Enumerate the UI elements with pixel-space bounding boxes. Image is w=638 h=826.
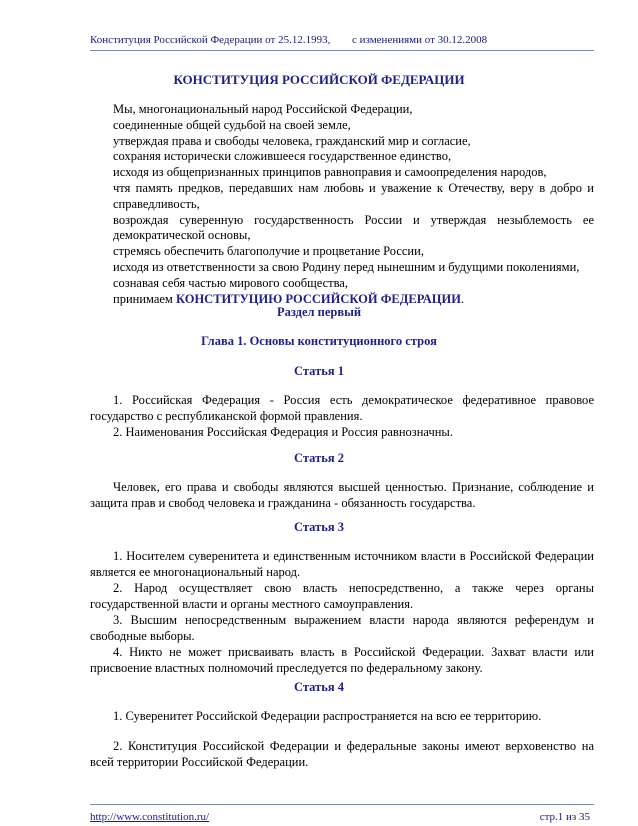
page-footer (90, 804, 594, 823)
section-heading: Раздел первый (276, 305, 362, 319)
page-number: стр.1 из 35 (539, 811, 590, 823)
preamble-line: исходя из общепризнанных принципов равноправия и самоопределения народов, (113, 165, 547, 180)
preamble (113, 102, 594, 307)
article-heading: Статья 4 (294, 680, 344, 694)
source-link[interactable]: http://www.constitution.ru/ (90, 811, 210, 823)
preamble-line: утверждая права и свободы человека, гражданский мир и согласие, (113, 133, 471, 148)
preamble-line: чтя память предков, передавших нам любовь и уважение к Отечеству, веру в добро и справедливость, (113, 180, 594, 211)
article-heading: Статья 3 (294, 520, 344, 534)
header-left: Конституция Российской Федерации от 25.12.1993, (90, 34, 331, 46)
preamble-line: исходя из ответственности за свою Родину перед нынешним и будущими поколениями, (113, 259, 580, 274)
preamble-line: соединенные общей судьбой на своей земле, (113, 117, 351, 132)
article-paragraph: 1. Суверенитет Российской Федерации распространяется на всю ее территорию. (113, 709, 542, 723)
preamble-line: сознавая себя частью мирового сообщества, (113, 275, 348, 290)
article-paragraph: Человек, его права и свободы являются высшей ценностью. Признание, соблюдение и защита прав и свобод человека и гражданина - обязанность государства. (90, 480, 594, 510)
accept-end: . (460, 291, 465, 306)
article-paragraph: 3. Высшим непосредственным выражением власти народа являются референдум и свободные выборы. (90, 613, 594, 643)
preamble-line: Мы, многонациональный народ Российской Федерации, (113, 102, 413, 116)
article-paragraph: 2. Народ осуществляет свою власть непосредственно, а также через органы государственной власти и органы местного самоуправления. (90, 581, 594, 611)
article-paragraph: 4. Никто не может присваивать власть в Российской Федерации. Захват власти или присвоение властных полномочий преследуется по федеральному закону. (90, 645, 594, 675)
article-paragraph: 1. Носителем суверенитета и единственным источником власти в Российской Федерации является ее многонациональный народ. (90, 549, 594, 579)
preamble-line: возрождая суверенную государственность России и утверждая незыблемость ее демократической основы, (113, 212, 594, 243)
article-paragraph: 2. Конституция Российской Федерации и федеральные законы имеют верховенство на всей территории Российской Федерации. (90, 739, 594, 769)
preamble-line: сохраняя исторически сложившееся государственное единство, (113, 149, 452, 164)
running-header (90, 34, 594, 51)
accept-constitution: КОНСТИТУЦИЮ РОССИЙСКОЙ ФЕДЕРАЦИИ (175, 291, 461, 306)
article-paragraph: 2. Наименования Российская Федерация и Россия равнозначны. (113, 425, 453, 439)
preamble-line: стремясь обеспечить благополучие и процветание России, (113, 244, 424, 259)
header-right: с изменениями от 30.12.2008 (352, 34, 488, 46)
accept-prefix: принимаем (113, 291, 173, 306)
document-title: КОНСТИТУЦИЯ РОССИЙСКОЙ ФЕДЕРАЦИИ (173, 72, 465, 87)
article-heading: Статья 1 (294, 364, 344, 378)
article-heading: Статья 2 (294, 451, 344, 465)
article-paragraph: 1. Российская Федерация - Россия есть демократическое федеративное правовое государство с республиканской формой правления. (90, 393, 594, 423)
chapter-heading: Глава 1. Основы конституционного строя (201, 334, 437, 348)
